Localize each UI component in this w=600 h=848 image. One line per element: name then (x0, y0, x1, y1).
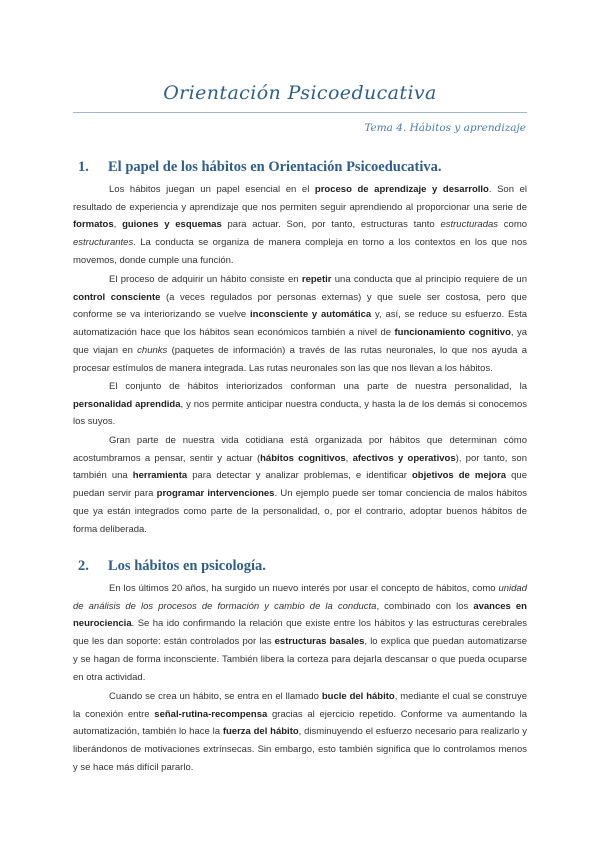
bold-term: herramienta (132, 470, 188, 482)
bold-term: señal-rutina-recompensa (154, 708, 268, 720)
section-2-heading (78, 558, 266, 575)
section-2-number: 2. (78, 558, 89, 574)
paragraph (73, 580, 527, 686)
italic-term: chunks (137, 344, 168, 356)
title-divider (73, 112, 527, 113)
bold-term: hábitos cognitivos (260, 452, 346, 464)
text-run: . La conducta se organiza de manera compleja en torno a los contextos en los que nos movemos, donde cumple una función. (73, 237, 527, 266)
text-run: , (345, 452, 353, 464)
text-run: , y nos permite anticipar nuestra conducta, y hasta la de los demás si conocemos los suyos. (73, 398, 527, 428)
text-run: para detectar y analizar problemas, e identificar (187, 470, 412, 482)
italic-term: estructurantes (73, 237, 134, 249)
bold-term: avances en neurociencia (73, 600, 527, 630)
paragraph (73, 378, 527, 431)
bold-term: estructuras basales (274, 636, 365, 648)
paragraph (73, 271, 527, 377)
text-run: . Son el resultado de experiencia y aprendizaje que nos permiten seguir aprendiendo al proporcionar una serie de (73, 184, 527, 213)
paragraph (73, 688, 527, 777)
text-run: Los hábitos juegan un papel esencial en el (109, 184, 315, 195)
text-run: para actuar. Son, por tanto, estructuras tanto (221, 219, 441, 231)
italic-term: estructuradas (440, 219, 499, 231)
text-run: En los últimos 20 años, ha surgido un nuevo interés por usar el concepto de hábitos, como (109, 583, 499, 594)
bold-term: inconsciente y automática (250, 309, 372, 321)
text-run: . Se ha ido confirmando la relación que existe entre los hábitos y las estructuras cerebrales que les dan soporte: están controlados por las (73, 618, 527, 648)
section-1-number: 1. (78, 159, 89, 175)
bold-term: control consciente (73, 291, 161, 303)
text-run: Gran parte de nuestra vida cotidiana está organizada por hábitos que determinan cómo acostumbramos a pensar, sentir y actuar ( (73, 435, 527, 464)
bold-term: objetivos de mejora (411, 470, 507, 482)
text-run: ), por tanto, son también una (73, 452, 527, 482)
text-run: . Un ejemplo puede ser tomar conciencia de malos hábitos que ya están integrados como parte de la personalidad, o, por el contrario, adoptar buenos hábitos de forma deliberada. (73, 488, 527, 535)
bold-term: bucle del hábito (321, 691, 395, 702)
italic-term: unidad de análisis de los procesos de formación y cambio de la conducta (73, 583, 527, 612)
bold-term: funcionamiento cognitivo (394, 327, 511, 339)
bold-term: afectivos y operativos (352, 452, 456, 464)
text-run: como (498, 219, 528, 231)
paragraph (73, 181, 527, 270)
text-run: que puedan servir para (73, 470, 527, 500)
text-run: Cuando se crea un hábito, se entra en el llamado (109, 691, 322, 702)
text-run: , lo explica que puedan automatizarse y se hagan de forma inconsciente. También libera la corteza para dejarla descansar o que pueda ocuparse en otra actividad. (73, 636, 527, 683)
section-1-title: El papel de los hábitos en Orientación Psicoeducativa. (108, 159, 442, 175)
section-1-heading (78, 159, 442, 176)
text-run: (a veces regulados por personas externas) y que suele ser costosa, pero que conforme se va interiorizando se vuelve (73, 291, 528, 321)
text-run: (paquetes de información) a través de las rutas neuronales, lo que nos ayuda a procesar estímulos de manera integrada. Las rutas neuronales son las que nos llevan a los hábitos. (73, 344, 527, 374)
document-title: Orientación Psicoeducativa (163, 82, 437, 104)
text-run: , disminuyendo el esfuerzo necesario para realizarlo y liberándonos de motivaciones extrínsecas. Sin embargo, esto también significa que lo controlamos menos y se hace más difícil pararlo. (73, 726, 527, 773)
bold-term: fuerza del hábito (222, 726, 299, 738)
text-run: , combinado con los (376, 600, 474, 612)
text-run: , ya que viajan en (73, 327, 527, 356)
bold-term: formatos (73, 219, 114, 231)
section-2-title: Los hábitos en psicología. (108, 558, 266, 574)
document-subtitle: Tema 4. Hábitos y aprendizaje (364, 122, 526, 134)
bold-term: proceso de aprendizaje y desarrollo (314, 184, 489, 195)
bold-term: personalidad aprendida (73, 398, 181, 410)
text-run: y, así, se reduce su esfuerzo. Esta automatización hace que los hábitos sean económicos también a nivel de (73, 309, 527, 339)
bold-term: guiones y esquemas (122, 219, 222, 231)
bold-term: repetir (301, 274, 332, 285)
text-run: El proceso de adquirir un hábito consiste en (109, 274, 302, 285)
text-run: gracias al ejercicio repetido. Conforme va aumentando la automatización, también lo hace la (73, 708, 527, 738)
text-run: , mediante el cual se construye la conexión entre (73, 691, 527, 720)
text-run: , (113, 219, 123, 231)
text-run: una conducta que al principio requiere de un (331, 274, 527, 285)
text-run: El conjunto de hábitos interiorizados conforman una parte de nuestra personalidad, la (109, 381, 527, 392)
paragraph (73, 432, 527, 538)
bold-term: programar intervenciones (156, 488, 275, 500)
